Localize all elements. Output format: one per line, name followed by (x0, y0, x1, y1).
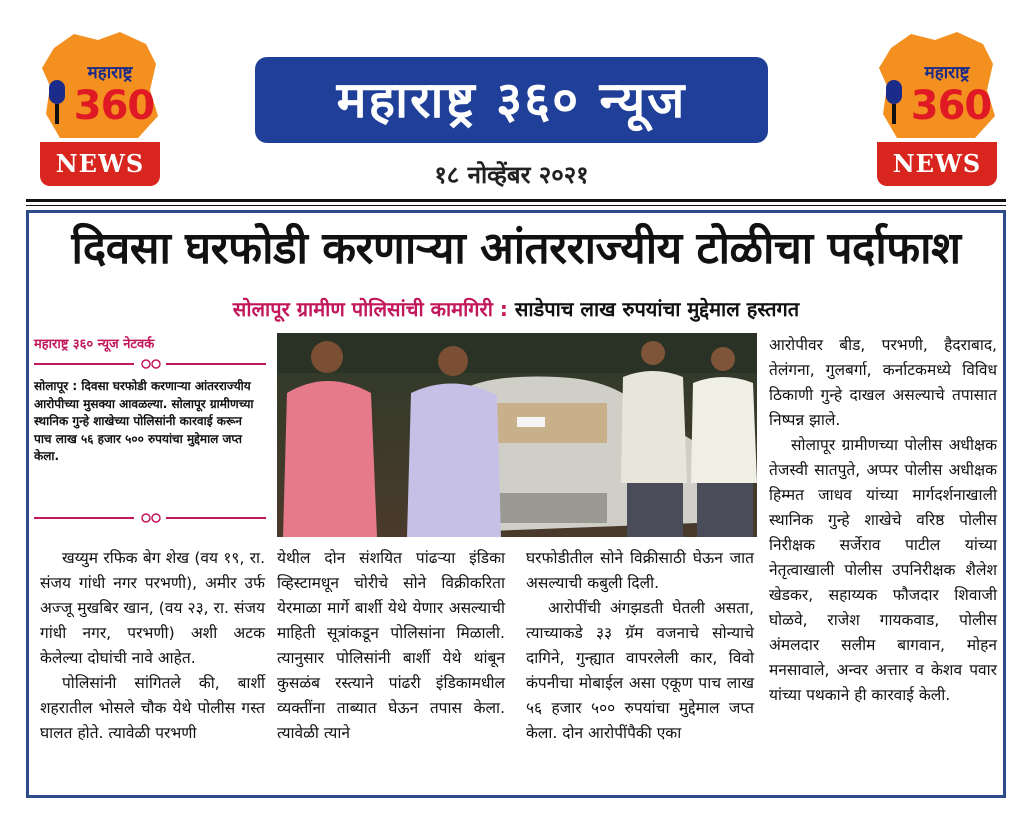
logo-brand: महाराष्ट्र (924, 63, 970, 83)
article-column-2 (277, 546, 505, 746)
network-byline: महाराष्ट्र ३६० न्यूज नेटवर्क (34, 337, 155, 352)
issue-date: १८ नोव्हेंबर २०२१ (434, 161, 589, 189)
police-team-photo (277, 333, 757, 537)
logo-news-bar: NEWS (40, 142, 160, 186)
divider-thick (26, 199, 1006, 202)
article-column-4 (769, 333, 997, 708)
col3-paragraph-2: आरोपींची अंगझडती घेतली असता, त्याच्याकडे ३३ ग्रॅम वजनाचे सोन्याचे दागिने, गुन्ह्यात वापरलेली कार, विवो कंपनीचा मोबाईल असा एकूण पाच लाख ५६ हजार ५०० रुपयांचा मुद्देमाल जप्त केला. दोन आरोपींपैकी एका (526, 599, 754, 742)
masthead-title: महाराष्ट्र ३६० न्यूज (255, 57, 768, 143)
divider-thin (26, 205, 1006, 206)
article-column-1 (40, 546, 265, 746)
article-subhead (32, 294, 1000, 324)
ornament-divider-icon (34, 512, 266, 524)
summary-text: सोलापूर : दिवसा घरफोडी करणाऱ्या आंतरराज्यीय आरोपीच्या मुसक्या आवळल्या. सोलापूर ग्रामीणच्या स्थानिक गुन्हे शाखेच्या पोलिसांनी कारवाई करून पाच लाख ५६ हजार ५०० रुपयांचा मुद्देमाल जप्त केला. (34, 379, 254, 463)
subhead-highlight: सोलापूर ग्रामीण पोलिसांची कामगिरी : (232, 297, 508, 321)
microphone-icon (883, 80, 905, 124)
article-column-3 (526, 546, 754, 746)
col3-paragraph-1: घरफोडीतील सोने विक्रीसाठी घेऊन जात असल्याची कबुली दिली. (526, 549, 754, 592)
article-headline: दिवसा घरफोडी करणाऱ्या आंतरराज्यीय टोळीचा पर्दाफाश (71, 223, 961, 274)
col4-paragraph-2: सोलापूर ग्रामीणच्या पोलीस अधीक्षक तेजस्वी सातपुते, अप्पर पोलीस अधीक्षक हिम्मत जाधव यांच्या मार्गदर्शनाखाली स्थानिक गुन्हे शाखेचे वरिष्ठ पोलीस निरीक्षक सर्जेराव पाटील यांच्या नेतृत्वाखाली पोलीस उपनिरीक्षक शैलेश खेडकर, सहाय्यक फौजदार शिवाजी घोळवे, राजेश गायकवाड, पोलीस अंमलदार सलीम बागवान, मोहन मनसावाले, अन्वर अत्तार व केशव पवार यांच्या पथकाने ही कारवाई केली. (769, 436, 997, 704)
col1-paragraph-2: पोलिसांनी सांगितले की, बार्शी शहरातील भोसले चौक येथे पोलीस गस्त घालत होते. त्यावेळी परभणी (40, 674, 265, 742)
logo-number: 360 (73, 83, 155, 129)
logo-left (40, 30, 160, 186)
subhead-rest: साडेपाच लाख रुपयांचा मुद्देमाल हस्तगत (507, 297, 800, 321)
logo-number: 360 (910, 83, 992, 129)
logo-right (877, 30, 997, 186)
logo-brand: महाराष्ट्र (87, 63, 133, 83)
news-photo (277, 333, 757, 537)
ornament-divider-icon (34, 358, 266, 370)
summary-box (34, 336, 266, 522)
col2-paragraph-1: येथील दोन संशयित पांढऱ्या इंडिका व्हिस्टामधून चोरीचे सोने विक्रीकरिता येरमाळा मार्गे बार्शी येथे येणार असल्याची माहिती सूत्रांकडून पोलिसांना मिळाली. त्यानुसार पोलिसांनी बार्शी येथे थांबून कुसळंब रस्त्याने पांढरी इंडिकामधील व्यक्तींना ताब्यात घेऊन तपास केला. त्यावेळी त्याने (277, 549, 505, 742)
microphone-icon (46, 80, 68, 124)
col4-paragraph-1: आरोपीवर बीड, परभणी, हैदराबाद, तेलंगना, गुलबर्गा, कर्नाटकमध्ये विविध ठिकाणी गुन्हे दाखल असल्याचे तपासात निष्पन्न झाले. (769, 336, 997, 429)
col1-paragraph-1: खय्युम रफिक बेग शेख (वय १९, रा. संजय गांधी नगर परभणी), अमीर उर्फ अज्जू मुखबिर खान, (वय २३, रा. संजय गांधी नगर, परभणी) अशी अटक केलेल्या दोघांची नावे आहेत. (40, 549, 265, 667)
logo-news-bar: NEWS (877, 142, 997, 186)
